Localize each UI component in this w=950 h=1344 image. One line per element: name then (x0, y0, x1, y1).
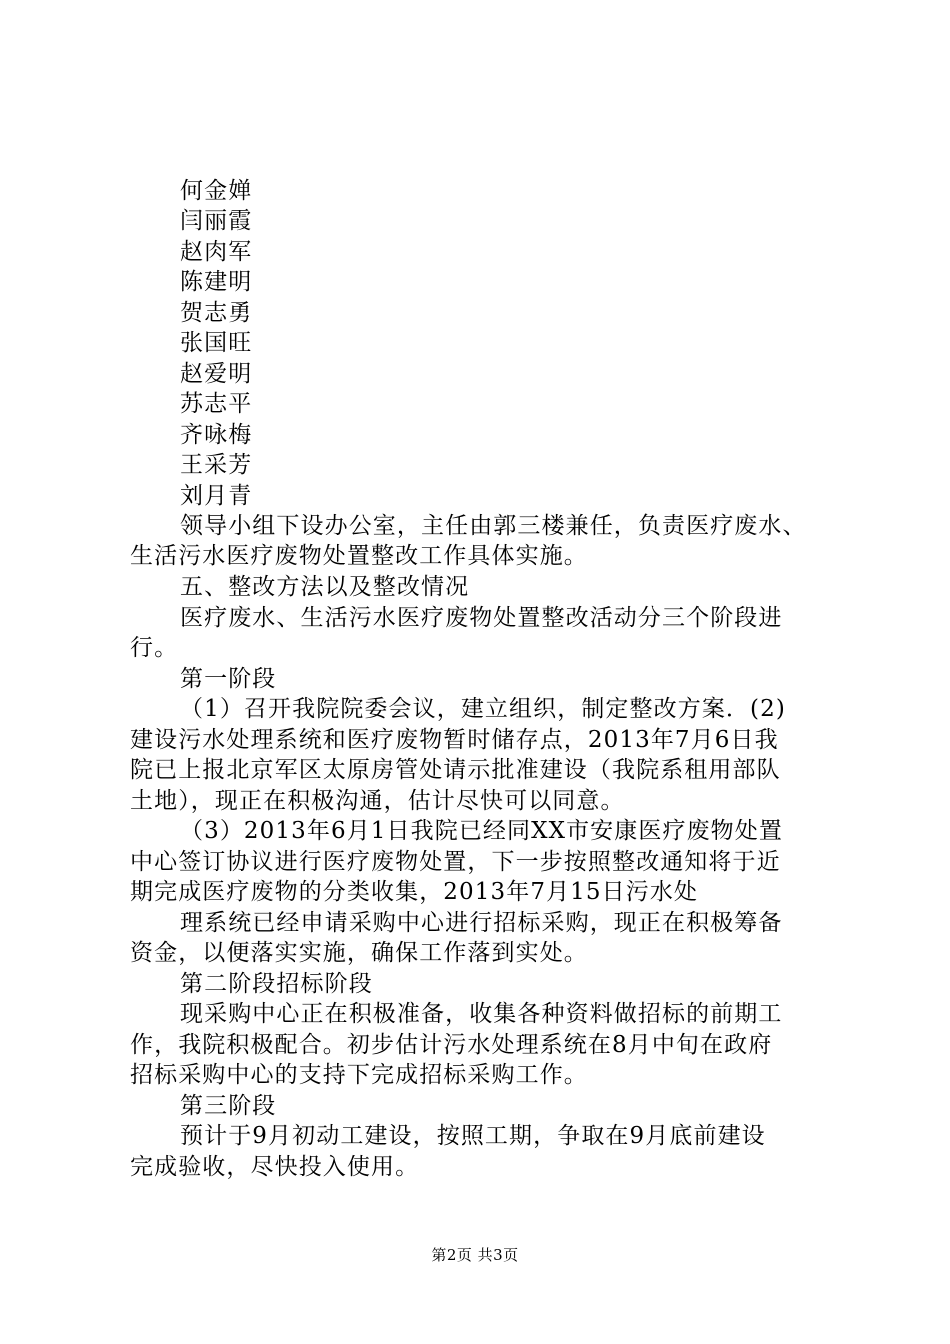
name-line: 张国旺 (180, 330, 253, 356)
name-line: 赵肉军 (180, 239, 253, 265)
name-line: 贺志勇 (180, 300, 253, 326)
paragraph-line: 作，我院积极配合。初步估计污水处理系统在8月中旬在政府 (130, 1032, 773, 1058)
paragraph-line: 建设污水处理系统和医疗废物暂时储存点，2013年7月6日我 (130, 727, 779, 753)
name-line: 闫丽霞 (180, 208, 253, 234)
name-line: 苏志平 (180, 391, 253, 417)
paragraph-line: 土地），现正在积极沟通，估计尽快可以同意。 (130, 788, 625, 814)
name-line: 陈建明 (180, 269, 253, 295)
paragraph-line: 医疗废水、生活污水医疗废物处置整改活动分三个阶段进 (180, 605, 783, 631)
paragraph-line: 领导小组下设办公室，主任由郭三楼兼任，负责医疗废水、 (180, 513, 807, 539)
stage-heading: 第二阶段招标阶段 (180, 971, 373, 997)
paragraph-line: （3）2013年6月1日我院已经同XX市安康医疗废物处置 (180, 818, 783, 844)
paragraph-line: 招标采购中心的支持下完成招标采购工作。 (130, 1062, 588, 1088)
paragraph-line: 理系统已经申请采购中心进行招标采购，现正在积极筹备 (180, 910, 783, 936)
stage-heading: 第一阶段 (180, 666, 277, 692)
name-line: 王采芳 (180, 452, 253, 478)
section-heading: 五、整改方法以及整改情况 (180, 574, 470, 600)
paragraph-line: 期完成医疗废物的分类收集，2013年7月15日污水处 (130, 879, 699, 905)
name-line: 刘月青 (180, 483, 253, 509)
paragraph-line: 院已上报北京军区太原房管处请示批准建设（我院系租用部队 (130, 757, 781, 783)
page-footer: 第2页 共3页 (431, 1246, 519, 1264)
name-line: 何金婵 (180, 178, 253, 204)
name-line: 赵爱明 (180, 361, 253, 387)
paragraph-line: 现采购中心正在积极准备，收集各种资料做招标的前期工 (180, 1001, 783, 1027)
paragraph-line: 中心签订协议进行医疗废物处置，下一步按照整改通知将于近 (130, 849, 781, 875)
name-line: 齐咏梅 (180, 422, 253, 448)
paragraph-line: 行。 (130, 635, 179, 661)
stage-heading: 第三阶段 (180, 1093, 277, 1119)
paragraph-line: 预计于9月初动工建设，按照工期，争取在9月底前建设 (180, 1123, 766, 1149)
paragraph-line: （1）召开我院院委会议，建立组织，制定整改方案．(2) (180, 696, 786, 722)
paragraph-line: 完成验收，尽快投入使用。 (130, 1154, 420, 1180)
paragraph-line: 生活污水医疗废物处置整改工作具体实施。 (130, 543, 588, 569)
paragraph-line: 资金，以便落实实施，确保工作落到实处。 (130, 940, 588, 966)
